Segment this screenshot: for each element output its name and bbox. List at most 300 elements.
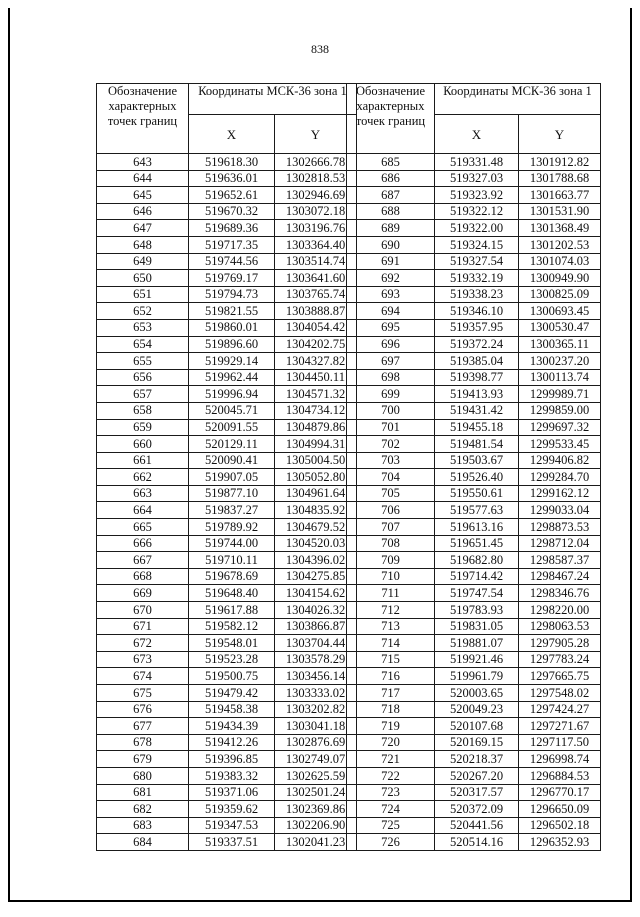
- y-coordinate-cell: 1301074.03: [519, 253, 601, 270]
- table-row: [97, 270, 357, 287]
- point-id-cell: 725: [347, 817, 435, 834]
- table-row: [347, 452, 601, 469]
- y-coordinate-cell: 1304054.42: [275, 319, 357, 336]
- y-coordinate-cell: 1296650.09: [519, 801, 601, 818]
- table-row: [347, 834, 601, 851]
- y-coordinate-cell: 1298063.53: [519, 618, 601, 635]
- point-id-cell: 714: [347, 635, 435, 652]
- x-coordinate-cell: 519322.00: [435, 220, 519, 237]
- y-coordinate-cell: 1303202.82: [275, 701, 357, 718]
- table-row: [97, 436, 357, 453]
- x-coordinate-cell: 520372.09: [435, 801, 519, 818]
- point-id-cell: 666: [97, 535, 189, 552]
- y-coordinate-cell: 1302946.69: [275, 187, 357, 204]
- x-coordinate-cell: 520441.56: [435, 817, 519, 834]
- point-id-cell: 693: [347, 286, 435, 303]
- point-id-cell: 678: [97, 734, 189, 751]
- y-coordinate-cell: 1298467.24: [519, 568, 601, 585]
- y-coordinate-cell: 1300113.74: [519, 369, 601, 386]
- point-id-cell: 668: [97, 568, 189, 585]
- x-coordinate-cell: 519921.46: [435, 651, 519, 668]
- y-coordinate-cell: 1305052.80: [275, 469, 357, 486]
- point-id-cell: 715: [347, 651, 435, 668]
- table-row: [347, 154, 601, 171]
- point-id-cell: 667: [97, 552, 189, 569]
- x-coordinate-cell: 519613.16: [435, 519, 519, 536]
- point-id-cell: 691: [347, 253, 435, 270]
- x-coordinate-cell: 519357.95: [435, 319, 519, 336]
- x-coordinate-cell: 519523.28: [189, 651, 275, 668]
- y-coordinate-cell: 1297424.27: [519, 701, 601, 718]
- table-row: [97, 286, 357, 303]
- x-coordinate-cell: 519455.18: [435, 419, 519, 436]
- x-coordinate-cell: 519346.10: [435, 303, 519, 320]
- x-coordinate-cell: 520514.16: [435, 834, 519, 851]
- point-id-cell: 713: [347, 618, 435, 635]
- table-row: [97, 319, 357, 336]
- y-coordinate-cell: 1298587.37: [519, 552, 601, 569]
- y-coordinate-cell: 1304026.32: [275, 602, 357, 619]
- y-coordinate-cell: 1304520.03: [275, 535, 357, 552]
- y-coordinate-cell: 1297905.28: [519, 635, 601, 652]
- table-row: [97, 784, 357, 801]
- point-id-cell: 653: [97, 319, 189, 336]
- x-coordinate-cell: 519337.51: [189, 834, 275, 851]
- table-row: [347, 286, 601, 303]
- y-coordinate-cell: 1300365.11: [519, 336, 601, 353]
- table-row: [97, 519, 357, 536]
- table-row: [97, 187, 357, 204]
- point-id-cell: 721: [347, 751, 435, 768]
- point-id-cell: 654: [97, 336, 189, 353]
- y-coordinate-cell: 1298712.04: [519, 535, 601, 552]
- point-id-cell: 701: [347, 419, 435, 436]
- x-coordinate-cell: 519881.07: [435, 635, 519, 652]
- point-id-cell: 671: [97, 618, 189, 635]
- x-coordinate-cell: 520003.65: [435, 685, 519, 702]
- point-id-cell: 705: [347, 485, 435, 502]
- point-id-cell: 723: [347, 784, 435, 801]
- x-coordinate-cell: 519651.45: [435, 535, 519, 552]
- x-coordinate-cell: 519434.39: [189, 718, 275, 735]
- table-row: [347, 718, 601, 735]
- table-row: [347, 236, 601, 253]
- x-coordinate-cell: 520218.37: [435, 751, 519, 768]
- y-coordinate-cell: 1298346.76: [519, 585, 601, 602]
- y-coordinate-cell: 1299406.82: [519, 452, 601, 469]
- table-row: [347, 353, 601, 370]
- x-coordinate-cell: 519670.32: [189, 203, 275, 220]
- y-coordinate-cell: 1304571.32: [275, 386, 357, 403]
- point-id-cell: 709: [347, 552, 435, 569]
- y-coordinate-cell: 1297783.24: [519, 651, 601, 668]
- x-coordinate-cell: 519682.80: [435, 552, 519, 569]
- table-row: [97, 419, 357, 436]
- table-row: [347, 402, 601, 419]
- table-row: [347, 502, 601, 519]
- y-coordinate-cell: 1298873.53: [519, 519, 601, 536]
- y-coordinate-cell: 1299697.32: [519, 419, 601, 436]
- point-id-cell: 689: [347, 220, 435, 237]
- x-coordinate-cell: 519636.01: [189, 170, 275, 187]
- table-body-left: [97, 154, 357, 851]
- table-row: [347, 203, 601, 220]
- point-id-cell: 718: [347, 701, 435, 718]
- x-coordinate-cell: 519371.06: [189, 784, 275, 801]
- table-row: [347, 685, 601, 702]
- table-row: [347, 568, 601, 585]
- table-row: [347, 386, 601, 403]
- table-row: [347, 336, 601, 353]
- table-row: [97, 203, 357, 220]
- x-coordinate-cell: 520091.55: [189, 419, 275, 436]
- y-coordinate-cell: 1299859.00: [519, 402, 601, 419]
- x-coordinate-cell: 519550.61: [435, 485, 519, 502]
- table-row: [347, 220, 601, 237]
- point-id-cell: 655: [97, 353, 189, 370]
- x-coordinate-cell: 519526.40: [435, 469, 519, 486]
- table-row: [97, 452, 357, 469]
- table-row: [97, 685, 357, 702]
- point-id-cell: 690: [347, 236, 435, 253]
- header-coordinates: Координаты МСК-36 зона 1: [435, 84, 601, 115]
- point-id-cell: 646: [97, 203, 189, 220]
- point-id-cell: 649: [97, 253, 189, 270]
- point-id-cell: 722: [347, 767, 435, 784]
- point-id-cell: 657: [97, 386, 189, 403]
- point-id-cell: 683: [97, 817, 189, 834]
- point-id-cell: 658: [97, 402, 189, 419]
- x-coordinate-cell: 519961.79: [435, 668, 519, 685]
- point-id-cell: 708: [347, 535, 435, 552]
- x-coordinate-cell: 519837.27: [189, 502, 275, 519]
- point-id-cell: 724: [347, 801, 435, 818]
- header-designation: Обозначение характерных точек границ: [97, 84, 189, 154]
- y-coordinate-cell: 1299284.70: [519, 469, 601, 486]
- y-coordinate-cell: 1299533.45: [519, 436, 601, 453]
- point-id-cell: 673: [97, 651, 189, 668]
- y-coordinate-cell: 1302876.69: [275, 734, 357, 751]
- y-coordinate-cell: 1302666.78: [275, 154, 357, 171]
- y-coordinate-cell: 1303196.76: [275, 220, 357, 237]
- table-row: [97, 734, 357, 751]
- table-row: [347, 635, 601, 652]
- point-id-cell: 644: [97, 170, 189, 187]
- point-id-cell: 684: [97, 834, 189, 851]
- point-id-cell: 652: [97, 303, 189, 320]
- y-coordinate-cell: 1303041.18: [275, 718, 357, 735]
- coordinates-table-left: [96, 83, 357, 851]
- x-coordinate-cell: 519481.54: [435, 436, 519, 453]
- point-id-cell: 686: [347, 170, 435, 187]
- table-body-right: [347, 154, 601, 851]
- x-coordinate-cell: 520317.57: [435, 784, 519, 801]
- x-coordinate-cell: 519347.53: [189, 817, 275, 834]
- x-coordinate-cell: 520129.11: [189, 436, 275, 453]
- x-coordinate-cell: 519860.01: [189, 319, 275, 336]
- point-id-cell: 704: [347, 469, 435, 486]
- x-coordinate-cell: 520090.41: [189, 452, 275, 469]
- y-coordinate-cell: 1297117.50: [519, 734, 601, 751]
- x-coordinate-cell: 519617.88: [189, 602, 275, 619]
- y-coordinate-cell: 1305004.50: [275, 452, 357, 469]
- x-coordinate-cell: 519769.17: [189, 270, 275, 287]
- point-id-cell: 682: [97, 801, 189, 818]
- x-coordinate-cell: 519747.54: [435, 585, 519, 602]
- header-designation: Обозначение характерных точек границ: [347, 84, 435, 154]
- y-coordinate-cell: 1296998.74: [519, 751, 601, 768]
- x-coordinate-cell: 519896.60: [189, 336, 275, 353]
- scan-border-bottom: [8, 900, 632, 902]
- y-coordinate-cell: 1304154.62: [275, 585, 357, 602]
- table-row: [97, 253, 357, 270]
- y-coordinate-cell: 1304879.86: [275, 419, 357, 436]
- point-id-cell: 660: [97, 436, 189, 453]
- y-coordinate-cell: 1304202.75: [275, 336, 357, 353]
- y-coordinate-cell: 1300949.90: [519, 270, 601, 287]
- y-coordinate-cell: 1304734.12: [275, 402, 357, 419]
- y-coordinate-cell: 1304835.92: [275, 502, 357, 519]
- page-number: 838: [311, 42, 329, 56]
- y-coordinate-cell: 1301663.77: [519, 187, 601, 204]
- table-row: [97, 552, 357, 569]
- y-coordinate-cell: 1302041.23: [275, 834, 357, 851]
- table-row: [97, 386, 357, 403]
- scan-border-right: [630, 8, 632, 901]
- point-id-cell: 695: [347, 319, 435, 336]
- table-row: [347, 618, 601, 635]
- x-coordinate-cell: 519794.73: [189, 286, 275, 303]
- point-id-cell: 656: [97, 369, 189, 386]
- y-coordinate-cell: 1303704.44: [275, 635, 357, 652]
- point-id-cell: 670: [97, 602, 189, 619]
- table-row: [347, 751, 601, 768]
- point-id-cell: 672: [97, 635, 189, 652]
- table-row: [347, 319, 601, 336]
- x-coordinate-cell: 519385.04: [435, 353, 519, 370]
- y-coordinate-cell: 1303456.14: [275, 668, 357, 685]
- table-row: [97, 668, 357, 685]
- table-row: [97, 585, 357, 602]
- point-id-cell: 664: [97, 502, 189, 519]
- y-coordinate-cell: 1303888.87: [275, 303, 357, 320]
- y-coordinate-cell: 1303514.74: [275, 253, 357, 270]
- table-row: [347, 270, 601, 287]
- x-coordinate-cell: 520045.71: [189, 402, 275, 419]
- table-row: [347, 535, 601, 552]
- point-id-cell: 719: [347, 718, 435, 735]
- table-row: [97, 801, 357, 818]
- x-coordinate-cell: 519789.92: [189, 519, 275, 536]
- point-id-cell: 699: [347, 386, 435, 403]
- table-row: [97, 535, 357, 552]
- point-id-cell: 648: [97, 236, 189, 253]
- x-coordinate-cell: 519359.62: [189, 801, 275, 818]
- x-coordinate-cell: 519714.42: [435, 568, 519, 585]
- y-coordinate-cell: 1302749.07: [275, 751, 357, 768]
- y-coordinate-cell: 1302818.53: [275, 170, 357, 187]
- x-coordinate-cell: 519996.94: [189, 386, 275, 403]
- table-row: [97, 336, 357, 353]
- table-row: [97, 170, 357, 187]
- point-id-cell: 720: [347, 734, 435, 751]
- x-coordinate-cell: 519332.19: [435, 270, 519, 287]
- table-row: [347, 419, 601, 436]
- point-id-cell: 687: [347, 187, 435, 204]
- point-id-cell: 680: [97, 767, 189, 784]
- point-id-cell: 676: [97, 701, 189, 718]
- y-coordinate-cell: 1303866.87: [275, 618, 357, 635]
- x-coordinate-cell: 519383.32: [189, 767, 275, 784]
- point-id-cell: 645: [97, 187, 189, 204]
- y-coordinate-cell: 1304994.31: [275, 436, 357, 453]
- table-row: [97, 369, 357, 386]
- table-row: [97, 834, 357, 851]
- x-coordinate-cell: 519962.44: [189, 369, 275, 386]
- table-row: [347, 734, 601, 751]
- point-id-cell: 659: [97, 419, 189, 436]
- table-row: [347, 303, 601, 320]
- point-id-cell: 677: [97, 718, 189, 735]
- table-row: [97, 402, 357, 419]
- y-coordinate-cell: 1301368.49: [519, 220, 601, 237]
- y-coordinate-cell: 1297548.02: [519, 685, 601, 702]
- header-x: X: [435, 115, 519, 154]
- point-id-cell: 694: [347, 303, 435, 320]
- y-coordinate-cell: 1304961.64: [275, 485, 357, 502]
- y-coordinate-cell: 1301788.68: [519, 170, 601, 187]
- x-coordinate-cell: 519678.69: [189, 568, 275, 585]
- x-coordinate-cell: 519412.26: [189, 734, 275, 751]
- point-id-cell: 663: [97, 485, 189, 502]
- table-row: [347, 767, 601, 784]
- table-row: [347, 651, 601, 668]
- table-row: [97, 602, 357, 619]
- point-id-cell: 698: [347, 369, 435, 386]
- x-coordinate-cell: 519338.23: [435, 286, 519, 303]
- y-coordinate-cell: 1300825.09: [519, 286, 601, 303]
- y-coordinate-cell: 1302206.90: [275, 817, 357, 834]
- y-coordinate-cell: 1296352.93: [519, 834, 601, 851]
- point-id-cell: 702: [347, 436, 435, 453]
- point-id-cell: 706: [347, 502, 435, 519]
- x-coordinate-cell: 520107.68: [435, 718, 519, 735]
- y-coordinate-cell: 1299033.04: [519, 502, 601, 519]
- x-coordinate-cell: 519327.03: [435, 170, 519, 187]
- table-row: [97, 353, 357, 370]
- coordinates-table-right: [346, 83, 601, 851]
- point-id-cell: 716: [347, 668, 435, 685]
- y-coordinate-cell: 1300530.47: [519, 319, 601, 336]
- point-id-cell: 717: [347, 685, 435, 702]
- table-row: [97, 568, 357, 585]
- point-id-cell: 726: [347, 834, 435, 851]
- x-coordinate-cell: 519877.10: [189, 485, 275, 502]
- y-coordinate-cell: 1302625.59: [275, 767, 357, 784]
- table-row: [97, 817, 357, 834]
- x-coordinate-cell: 519503.67: [435, 452, 519, 469]
- table-row: [97, 751, 357, 768]
- table-row: [347, 668, 601, 685]
- y-coordinate-cell: 1296502.18: [519, 817, 601, 834]
- x-coordinate-cell: 519577.63: [435, 502, 519, 519]
- y-coordinate-cell: 1297665.75: [519, 668, 601, 685]
- point-id-cell: 661: [97, 452, 189, 469]
- y-coordinate-cell: 1304679.52: [275, 519, 357, 536]
- y-coordinate-cell: 1298220.00: [519, 602, 601, 619]
- point-id-cell: 703: [347, 452, 435, 469]
- point-id-cell: 685: [347, 154, 435, 171]
- table-row: [347, 170, 601, 187]
- x-coordinate-cell: 519618.30: [189, 154, 275, 171]
- table-row: [347, 585, 601, 602]
- x-coordinate-cell: 519324.15: [435, 236, 519, 253]
- point-id-cell: 674: [97, 668, 189, 685]
- x-coordinate-cell: 520049.23: [435, 701, 519, 718]
- table-row: [347, 784, 601, 801]
- y-coordinate-cell: 1304275.85: [275, 568, 357, 585]
- point-id-cell: 692: [347, 270, 435, 287]
- y-coordinate-cell: 1299162.12: [519, 485, 601, 502]
- x-coordinate-cell: 519458.38: [189, 701, 275, 718]
- y-coordinate-cell: 1303333.02: [275, 685, 357, 702]
- table-row: [347, 436, 601, 453]
- table-row: [347, 187, 601, 204]
- point-id-cell: 681: [97, 784, 189, 801]
- point-id-cell: 688: [347, 203, 435, 220]
- point-id-cell: 647: [97, 220, 189, 237]
- y-coordinate-cell: 1303578.29: [275, 651, 357, 668]
- x-coordinate-cell: 519717.35: [189, 236, 275, 253]
- table-row: [97, 618, 357, 635]
- table-row: [97, 651, 357, 668]
- y-coordinate-cell: 1301202.53: [519, 236, 601, 253]
- y-coordinate-cell: 1302369.86: [275, 801, 357, 818]
- x-coordinate-cell: 519652.61: [189, 187, 275, 204]
- x-coordinate-cell: 519327.54: [435, 253, 519, 270]
- header-x: X: [189, 115, 275, 154]
- point-id-cell: 707: [347, 519, 435, 536]
- x-coordinate-cell: 519331.48: [435, 154, 519, 171]
- table-row: [97, 701, 357, 718]
- y-coordinate-cell: 1304450.11: [275, 369, 357, 386]
- point-id-cell: 643: [97, 154, 189, 171]
- y-coordinate-cell: 1302501.24: [275, 784, 357, 801]
- scan-border-left: [8, 8, 10, 901]
- table-row: [97, 718, 357, 735]
- table-row: [347, 485, 601, 502]
- point-id-cell: 651: [97, 286, 189, 303]
- x-coordinate-cell: 519831.05: [435, 618, 519, 635]
- table-row: [347, 817, 601, 834]
- point-id-cell: 650: [97, 270, 189, 287]
- x-coordinate-cell: 520267.20: [435, 767, 519, 784]
- y-coordinate-cell: 1299989.71: [519, 386, 601, 403]
- x-coordinate-cell: 519431.42: [435, 402, 519, 419]
- table-row: [97, 236, 357, 253]
- point-id-cell: 712: [347, 602, 435, 619]
- table-row: [97, 469, 357, 486]
- x-coordinate-cell: 519648.40: [189, 585, 275, 602]
- point-id-cell: 711: [347, 585, 435, 602]
- y-coordinate-cell: 1304396.02: [275, 552, 357, 569]
- x-coordinate-cell: 519413.93: [435, 386, 519, 403]
- x-coordinate-cell: 519398.77: [435, 369, 519, 386]
- x-coordinate-cell: 519744.56: [189, 253, 275, 270]
- point-id-cell: 696: [347, 336, 435, 353]
- x-coordinate-cell: 519821.55: [189, 303, 275, 320]
- y-coordinate-cell: 1304327.82: [275, 353, 357, 370]
